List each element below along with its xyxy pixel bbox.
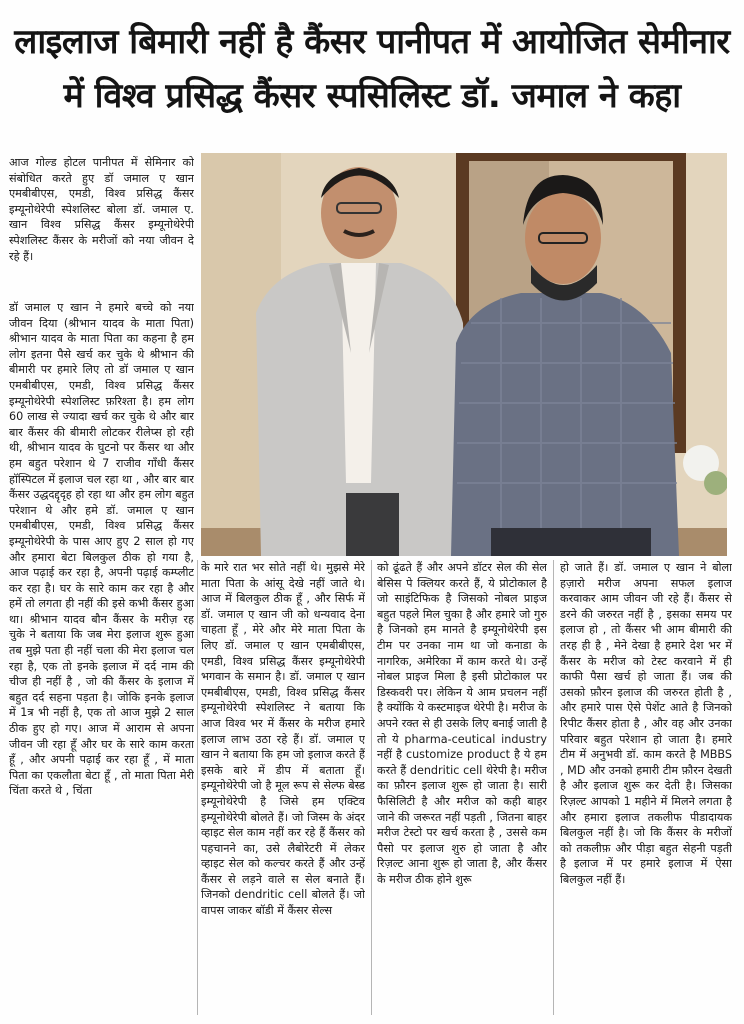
headline-line-2: में विश्व प्रसिद्ध कैंसर स्पसिलिस्ट डॉ. जमाल ने कहा xyxy=(63,76,681,116)
column-divider-1 xyxy=(197,560,198,1015)
photo-illustration xyxy=(201,153,727,556)
column-4-text: हो जाते हैं। डॉ. जमाल ए खान ने बोला हज़ारो मरीज अपना सफल इलाज करवाकर आम जीवन जी रहे हैं। कैंसर से डरने की जरुरत नहीं है , इसका समय पर इलाज हो , तो कैंसर भी आम बीमारी की तरह ही है , मेने देखा है हमारे देश भर में कैंसर के मरीज को टेस्ट करवाने में ही काफी पैसा खर्च हो जाता हैं। जब की उसको फ़ौरन इलाज की जरुरत होती है , और हमारे पास ऐसे पेशेंट आते है जिनको रिपीट कैंसर होता है , और वह और उनका परिवार बहुत परेशान हो जाता है। हमारे टीम में अनुभवी डॉ. काम करते है MBBS , MD और उनको हमारी टीम फ़ौरन देखती है और इलाज शुरू कर देती है। जिसका रिज़ल्ट आपको 1 महीने में मिलने लगता है और हमारा इलाज तकलीफ पीडादायक बिलकुल नहीं है। जो कि कैंसर के मरीजों को तकलीफ़ और पीड़ा बहुत सेहनी पड़ती है इलाज में पर हमारे इलाज में ऐसा बिलकुल नहीं हैं। xyxy=(560,561,732,886)
column-1-intro: आज गोल्ड होटल पानीपत में सेमिनार को संबोधित करते हुए डॉ जमाल ए खान एमबीबीएस, एमडी, विश्व प्रसिद्ध कैंसर इम्यूनोथेरेपी स्पेशलिस्ट बोला डॉ. जमाल ए. खान विश्व प्रसिद्ध कैंसर इम्यूनोथेरेपी स्पेशलिस्ट कैंसर के मरीजों को नया जीवन दे रहे हैं। xyxy=(9,156,194,263)
column-1-top xyxy=(9,155,194,298)
column-4 xyxy=(560,560,732,1016)
article-photo xyxy=(201,153,727,556)
column-divider-2 xyxy=(371,560,372,1015)
column-3 xyxy=(377,560,547,1016)
column-2-text: के मारे रात भर सोते नहीं थे। मुझसे मेरे माता पिता के आंसू देखे नहीं जाते थे। आज में बिलकुल ठीक हूँ , और सिर्फ में डॉ. जमाल ए खान जी को धन्यवाद देना चाहता हूँ , मेरे और मेरे माता पिता के लिए डॉ. जमाल ए खान एमबीबीएस, एमडी, विश्व प्रसिद्ध कैंसर इम्यूनोथेरेपी भगवान के समान है। डॉ. जमाल ए खान एमबीबीएस, एमडी, विश्व प्रसिद्ध कैंसर इम्यूनोथेरेपी स्पेशलिस्ट ने बताया कि आज विश्व भर में कैंसर के मरीज हमारे इलाज लाभ उठा रहे हैं। डॉ. जमाल ए खान ने बताया कि हम जो इलाज करते हैं इसके बारे में डीप में बताता हूँ। इम्यूनोथेरेपी जो है मूल रूप से सेल्फ बेस्ड इम्यूनोथेरेपी है जिसे हम एक्टिव इम्यूनोथेरेपी बोलते हैं। जो जिस्म के अंदर व्हाइट सेल काम नहीं कर रहे हैं कैंसर को पहचानने का, उसे लैबोरेटरी में लेकर व्हाइट सेल को कल्चर करते हैं और उन्हें कैंसर से लड़ने वाले स सेल बनाते हैं। जिनको dendritic cell बोलते हैं। जो वापस जाकर बॉडी में कैंसर सेल्स xyxy=(201,561,365,918)
column-2 xyxy=(201,560,365,1016)
column-divider-3 xyxy=(553,560,554,1015)
column-1-text: डॉ जमाल ए खान ने हमारे बच्चे को नया जीवन दिया (श्रीभान यादव के माता पिता) श्रीभान यादव के माता पिता का कहना है हम लोग इतना पैसे खर्च कर चुके थे श्रीभान की बीमारी पर हमारे लिए तो डॉ जमाल ए खान एमबीबीएस, एमडी, विश्व प्रसिद्ध कैंसर इम्यूनोथेरेपी स्पेशलिस्ट फ़रिश्ता है। हम लोग 60 लाख से ज्यादा खर्च कर चुके थे और बार बार कैंसर की बीमारी लोटकर रीलेप्स हो रही थी, श्रीभान यादव के घुटनो पर कैंसर था और हम बहुत परेशान थे 7 राजीव गाँधी कैंसर हॉस्पिटल में इलाज चल रहा था , और बार बार कैंसर उद्धदद्दृदृह हो रहा था और हम लोग बहुत परेशान थे और हमे डॉ. जमाल ए खान एमबीबीएस, एमडी, विश्व प्रसिद्ध कैंसर इम्यूनोथेरेपी के पास आए हुए 2 साल हो गए और हमारा बेटा बिलकुल ठीक हो गया है, आज पढ़ाई कर रहा है, अपनी पढ़ाई कम्प्लीट कर रहा है। घर के सारे काम कर रहा है और हमें तो लगता ही नहीं की इसे कभी कैंसर हुआ था। श्रीभान यादव बौन कैंसर के मरीज़ रह चुके ने बताया कि जब मेरा इलाज शुरू हुआ तब मुझे पता ही नहीं चला की मेरा इलाज चल रहा है, एक तो इनके इलाज में दर्द नाम की चीज ही नहीं है , जो की कैंसर के इलाज में बहुत दर्द सहना पड़ता है। जोकि इनके इलाज में 1त्र भी नहीं है, एक तो आज मुझे 2 साल ठीक हुए हो गए। आज में आराम से अपना जीवन जी रहा हूँ और घर के सारे काम करता हूँ , और अपनी पढ़ाई कर रहा हूँ , में माता पिता का एकलौता बेटा हूँ , तो माता पिता मेरी चिंता करते थे , चिंता xyxy=(9,301,194,798)
headline xyxy=(10,16,734,124)
column-1 xyxy=(9,300,194,1016)
column-3-text: को ढूंढते हैं और अपने डॉटर सेल की सेल बेसिस पे क्लियर करते हैं, ये प्रोटोकाल है जो साइंटिफिक है जिसको नोबल प्राइज बहुत पहले मिल चुका है और हमारे जो गुरु है जिनको हम मानते है इम्यूनोथेरेपी इस टीम पर उनका नाम था जो कनाडा के नागरिक, अमेरिका में काम करते थे। उन्हें नोबल प्राइज मिला है इसी प्रोटोकाल पर डिस्कवरी पर। लेकिन ये आम प्रचलन नहीं है क्योंकि ये कस्टमाइज थेरेपी है। मरीज के अपने रक्त से ही उसके लिए बनाई जाती है तो ये pharma-ceutical industry नहीं है customize product है ये हम करते हैं dendritic cell थेरेपी है। मरीज का फ़ौरन इलाज शुरू हो जाता है। सारी फैसिलिटी है और मरीज को कही बाहर जाने की जरूरत नहीं पड़ती , जितना बाहर मरीज टेस्टो पर खर्च करता है , उससे कम पैसो पर इलाज शुरु हो जाता है और रिज़ल्ट आना शुरू हो जाता है, और कैंसर के मरीज ठीक होने शुरू xyxy=(377,561,547,886)
headline-line-1: लाइलाज बिमारी नहीं है कैंसर पानीपत में आयोजित सेमीनार xyxy=(14,22,730,62)
